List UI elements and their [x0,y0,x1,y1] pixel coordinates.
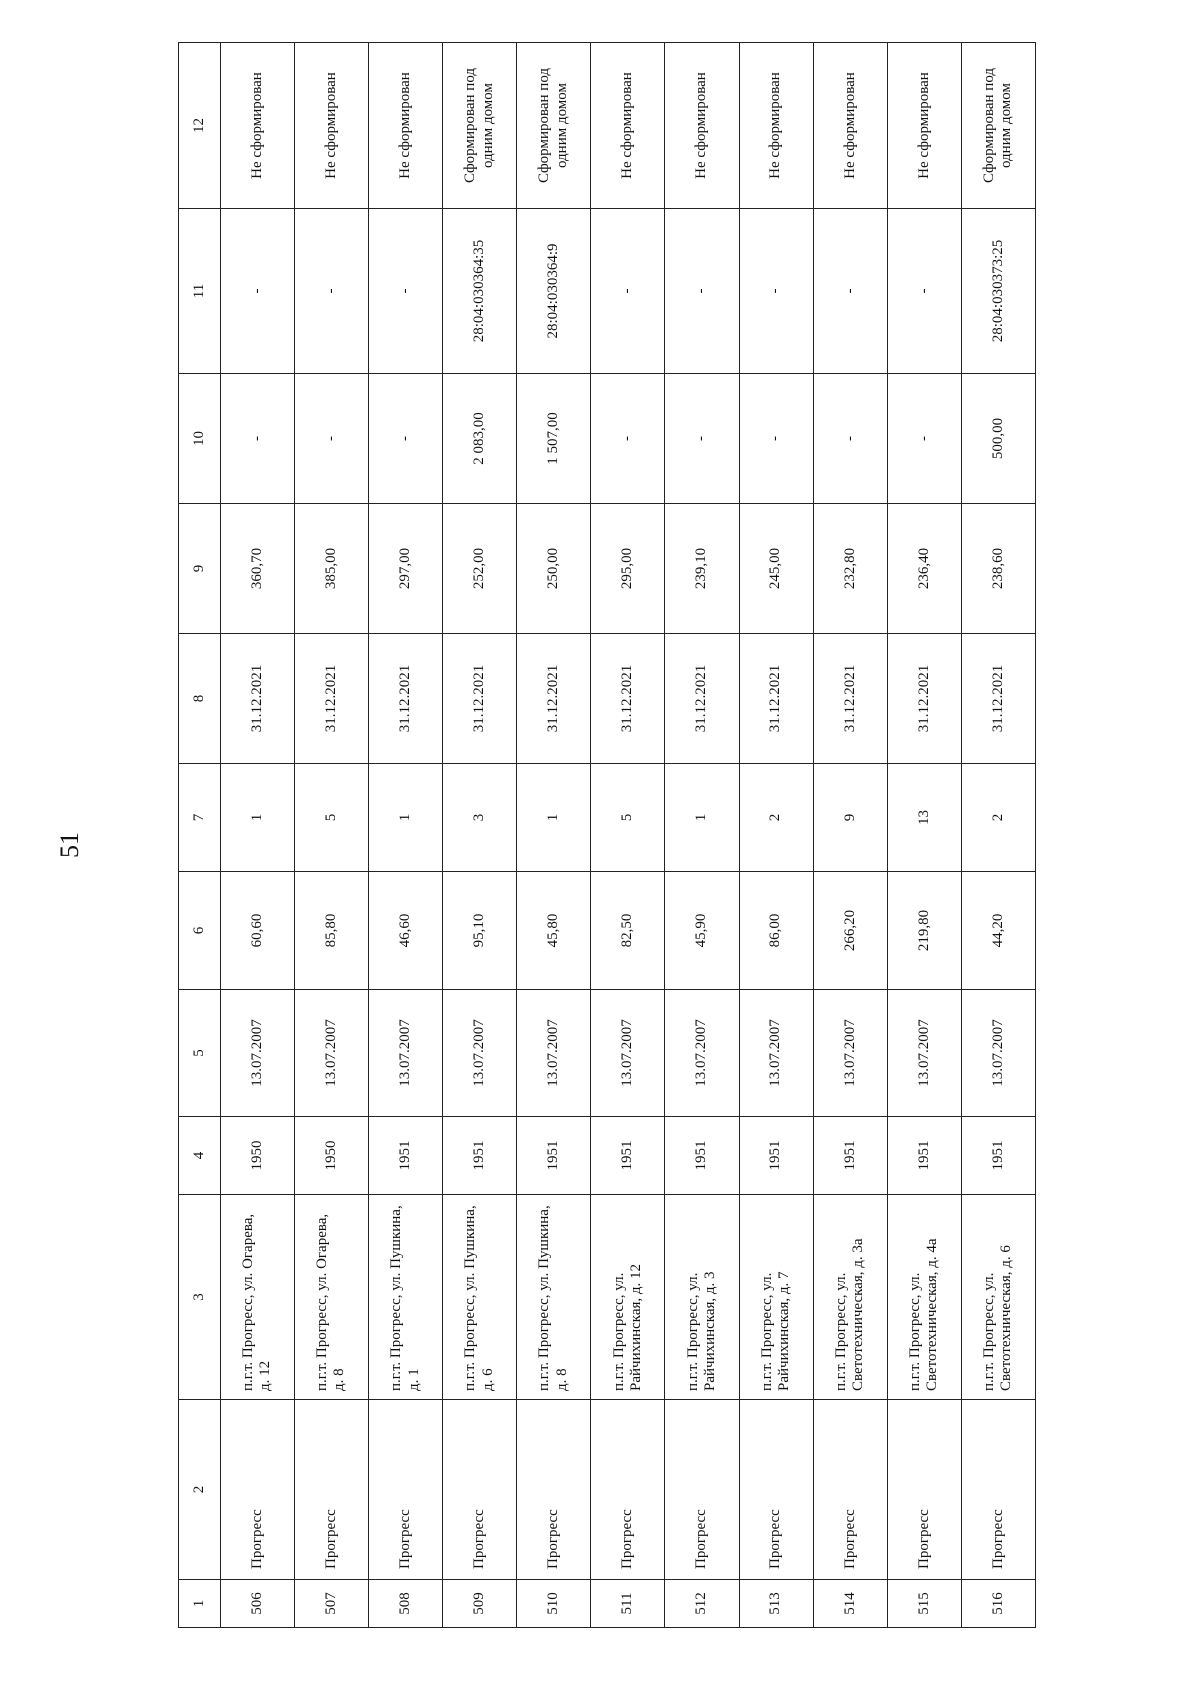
header-cell: 8 [179,634,221,764]
cell-row-number: 507 [294,1580,368,1628]
cell-residents: 1 [517,764,591,872]
cell-residents: 1 [220,764,294,872]
cell-cost: 250,00 [517,504,591,634]
cell-deadline-date: 31.12.2021 [961,634,1035,764]
cell-settlement: Прогресс [220,1400,294,1580]
cell-address: п.г.т. Прогресс, ул. Райчихинская, д. 7 [739,1195,813,1400]
cell-area: 82,50 [591,872,665,990]
cell-cost: 297,00 [368,504,442,634]
cell-cadastral-number: - [739,209,813,374]
cell-address: п.г.т. Прогресс, ул. Пушкина, д. 8 [517,1195,591,1400]
cell-cadastral-number: 28:04:030364:35 [443,209,517,374]
cell-cost: 360,70 [220,504,294,634]
cell-record-date: 13.07.2007 [813,990,887,1117]
cell-residents: 5 [294,764,368,872]
cell-land-status: Не сформирован [739,43,813,209]
header-cell: 4 [179,1117,221,1195]
cell-area: 95,10 [443,872,517,990]
cell-deadline-date: 31.12.2021 [517,634,591,764]
cell-record-date: 13.07.2007 [220,990,294,1117]
cell-deadline-date: 31.12.2021 [220,634,294,764]
cell-land-area: - [220,374,294,504]
table-row [665,43,739,1628]
header-cell: 11 [179,209,221,374]
cell-deadline-date: 31.12.2021 [591,634,665,764]
cell-record-date: 13.07.2007 [368,990,442,1117]
cell-deadline-date: 31.12.2021 [887,634,961,764]
cell-address: п.г.т. Прогресс, ул. Райчихинская, д. 12 [591,1195,665,1400]
cell-row-number: 510 [517,1580,591,1628]
cell-build-year: 1951 [887,1117,961,1195]
table-row [961,43,1035,1628]
cell-settlement: Прогресс [517,1400,591,1580]
cell-cost: 245,00 [739,504,813,634]
cell-land-area: 500,00 [961,374,1035,504]
cell-row-number: 512 [665,1580,739,1628]
cell-build-year: 1951 [739,1117,813,1195]
page-number: 51 [55,832,84,858]
header-cell: 6 [179,872,221,990]
cell-cost: 236,40 [887,504,961,634]
table-row [517,43,591,1628]
cell-cost: 385,00 [294,504,368,634]
cell-settlement: Прогресс [294,1400,368,1580]
cell-address: п.г.т. Прогресс, ул. Светотехническая, д. 3а [813,1195,887,1400]
cell-row-number: 515 [887,1580,961,1628]
cell-cadastral-number: - [887,209,961,374]
registry-table [178,42,1036,1628]
cell-deadline-date: 31.12.2021 [443,634,517,764]
cell-land-status: Не сформирован [368,43,442,209]
cell-cadastral-number: - [294,209,368,374]
cell-residents: 3 [443,764,517,872]
cell-cadastral-number: - [665,209,739,374]
cell-build-year: 1950 [220,1117,294,1195]
header-cell: 2 [179,1400,221,1580]
cell-land-area: 2 083,00 [443,374,517,504]
cell-deadline-date: 31.12.2021 [665,634,739,764]
cell-land-status: Сформирован под одним домом [443,43,517,209]
cell-row-number: 506 [220,1580,294,1628]
cell-cadastral-number: - [591,209,665,374]
table-row [368,43,442,1628]
cell-residents: 1 [368,764,442,872]
cell-build-year: 1951 [813,1117,887,1195]
cell-area: 85,80 [294,872,368,990]
cell-record-date: 13.07.2007 [591,990,665,1117]
cell-row-number: 511 [591,1580,665,1628]
cell-build-year: 1951 [591,1117,665,1195]
table-row [220,43,294,1628]
cell-area: 46,60 [368,872,442,990]
cell-deadline-date: 31.12.2021 [813,634,887,764]
cell-deadline-date: 31.12.2021 [368,634,442,764]
cell-land-status: Не сформирован [294,43,368,209]
header-cell: 10 [179,374,221,504]
table-row [591,43,665,1628]
table-row [443,43,517,1628]
cell-area: 60,60 [220,872,294,990]
cell-cost: 238,60 [961,504,1035,634]
cell-settlement: Прогресс [739,1400,813,1580]
cell-area: 219,80 [887,872,961,990]
table-header-row [179,43,221,1628]
cell-land-area: - [887,374,961,504]
cell-land-status: Не сформирован [591,43,665,209]
header-cell: 5 [179,990,221,1117]
cell-build-year: 1951 [517,1117,591,1195]
table-row [294,43,368,1628]
cell-build-year: 1951 [368,1117,442,1195]
cell-address: п.г.т. Прогресс, ул. Пушкина, д. 6 [443,1195,517,1400]
cell-address: п.г.т. Прогресс, ул. Пушкина, д. 1 [368,1195,442,1400]
cell-record-date: 13.07.2007 [961,990,1035,1117]
cell-area: 266,20 [813,872,887,990]
cell-cost: 252,00 [443,504,517,634]
header-cell: 1 [179,1580,221,1628]
cell-land-area: - [739,374,813,504]
cell-build-year: 1951 [665,1117,739,1195]
cell-record-date: 13.07.2007 [294,990,368,1117]
cell-land-area: - [813,374,887,504]
table-body [179,43,1036,1628]
cell-row-number: 508 [368,1580,442,1628]
cell-build-year: 1951 [961,1117,1035,1195]
cell-area: 45,90 [665,872,739,990]
cell-residents: 2 [961,764,1035,872]
cell-settlement: Прогресс [443,1400,517,1580]
cell-address: п.г.т. Прогресс, ул. Огарева, д. 12 [220,1195,294,1400]
cell-row-number: 513 [739,1580,813,1628]
cell-cadastral-number: - [220,209,294,374]
cell-address: п.г.т. Прогресс, ул. Огарева, д. 8 [294,1195,368,1400]
cell-cadastral-number: - [368,209,442,374]
cell-cadastral-number: 28:04:030364:9 [517,209,591,374]
cell-record-date: 13.07.2007 [739,990,813,1117]
table-row [739,43,813,1628]
cell-residents: 13 [887,764,961,872]
cell-build-year: 1950 [294,1117,368,1195]
cell-residents: 5 [591,764,665,872]
header-cell: 7 [179,764,221,872]
cell-record-date: 13.07.2007 [665,990,739,1117]
header-cell: 3 [179,1195,221,1400]
cell-settlement: Прогресс [961,1400,1035,1580]
cell-land-status: Не сформирован [220,43,294,209]
table-wrapper [178,43,1036,1628]
cell-record-date: 13.07.2007 [443,990,517,1117]
cell-cost: 239,10 [665,504,739,634]
cell-address: п.г.т. Прогресс, ул. Светотехническая, д. 6 [961,1195,1035,1400]
cell-land-status: Не сформирован [813,43,887,209]
cell-land-status: Сформирован под одним домом [961,43,1035,209]
cell-settlement: Прогресс [368,1400,442,1580]
cell-settlement: Прогресс [665,1400,739,1580]
cell-land-status: Сформирован под одним домом [517,43,591,209]
header-cell: 12 [179,43,221,209]
cell-deadline-date: 31.12.2021 [739,634,813,764]
cell-settlement: Прогресс [813,1400,887,1580]
cell-land-area: - [591,374,665,504]
cell-settlement: Прогресс [887,1400,961,1580]
cell-land-area: 1 507,00 [517,374,591,504]
cell-land-area: - [665,374,739,504]
cell-record-date: 13.07.2007 [517,990,591,1117]
cell-residents: 1 [665,764,739,872]
cell-area: 86,00 [739,872,813,990]
cell-deadline-date: 31.12.2021 [294,634,368,764]
cell-row-number: 514 [813,1580,887,1628]
cell-address: п.г.т. Прогресс, ул. Райчихинская, д. 3 [665,1195,739,1400]
cell-cadastral-number: - [813,209,887,374]
cell-land-status: Не сформирован [887,43,961,209]
table-row [813,43,887,1628]
cell-cost: 232,80 [813,504,887,634]
table-row [887,43,961,1628]
cell-land-status: Не сформирован [665,43,739,209]
cell-settlement: Прогресс [591,1400,665,1580]
cell-row-number: 516 [961,1580,1035,1628]
cell-area: 45,80 [517,872,591,990]
cell-land-area: - [294,374,368,504]
cell-cadastral-number: 28:04:030373:25 [961,209,1035,374]
cell-address: п.г.т. Прогресс, ул. Светотехническая, д. 4а [887,1195,961,1400]
cell-residents: 9 [813,764,887,872]
cell-row-number: 509 [443,1580,517,1628]
cell-area: 44,20 [961,872,1035,990]
header-cell: 9 [179,504,221,634]
cell-cost: 295,00 [591,504,665,634]
cell-record-date: 13.07.2007 [887,990,961,1117]
cell-residents: 2 [739,764,813,872]
cell-land-area: - [368,374,442,504]
cell-build-year: 1951 [443,1117,517,1195]
